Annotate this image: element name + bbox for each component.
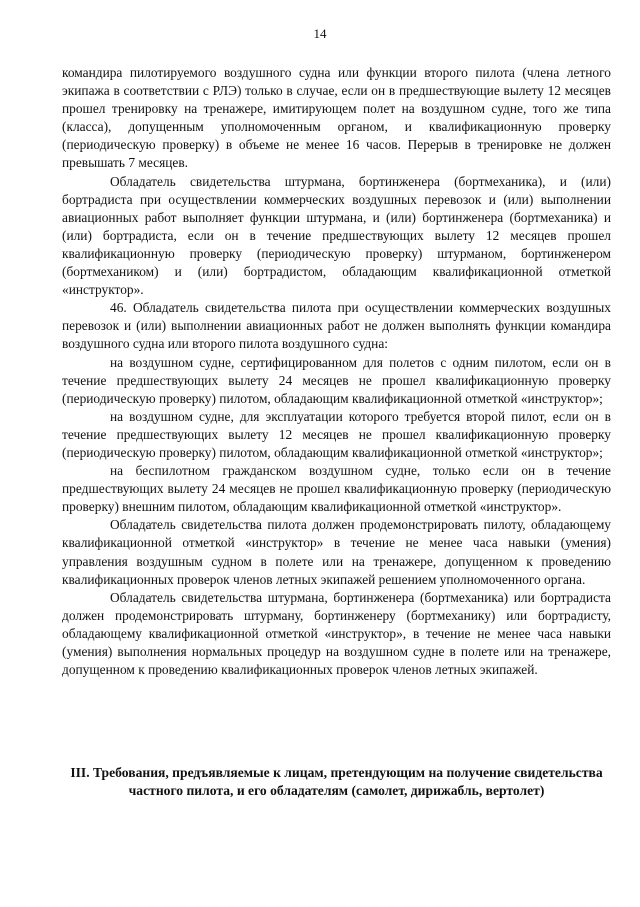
paragraph-continuation: командира пилотируемого воздушного судна или функции второго пилота (члена летного экипажа в соответствии с РЛЭ) только в случае, если он в предшествующие вылету 12 месяцев прошел тренировку на тренажере, имитирующем полет на воздушном судне, того же типа (класса), допущенным уполномоченным органом, и квалификационную проверку (периодическую проверку) в объеме не менее 16 часов. Перерыв в тренировке не должен превышать 7 месяцев. bbox=[62, 65, 611, 171]
document-body bbox=[62, 64, 611, 679]
paragraph-second-pilot: на воздушном судне, для эксплуатации которого требуется второй пилот, если он в течение предшествующих вылету 12 месяцев не прошел квалификационную проверку (периодическую проверку) пилотом, обладающим квалификационной отметкой «инструктор»; bbox=[62, 408, 611, 460]
paragraph-single-pilot: на воздушном судне, сертифицированном для полетов с одним пилотом, если он в течение предшествующих вылету 24 месяцев не прошел квалификационную проверку (периодическую проверку) пилотом, обладающим квалификационной отметкой «инструктор»; bbox=[62, 354, 611, 406]
paragraph-unmanned: на беспилотном гражданском воздушном судне, только если он в течение предшествующих вылету 24 месяцев не прошел квалификационную проверку (периодическую проверку) внешним пилотом, обладающим квалификационной отметкой «инструктор». bbox=[62, 463, 611, 515]
paragraph-crew-demonstration: Обладатель свидетельства штурмана, бортинженера (бортмеханика) или бортрадиста должен продемонстрировать штурману, бортинженеру (бортмеханику) или бортрадисту, обладающему квалификационной отметкой «инструктор», в течение не менее часа навыки (умения) выполнения нормальных процедур на воздушном судне в полете или на тренажере, допущенном к проведению квалификационных проверок членов летных экипажей. bbox=[62, 589, 611, 678]
page-number: 14 bbox=[313, 26, 327, 41]
section-heading: III. Требования, предъявляемые к лицам, претендующим на получение свидетельства частного пилота, и его обладателям (самолет, дирижабль, вертолет) bbox=[70, 765, 603, 799]
paragraph-navigator-engineer: Обладатель свидетельства штурмана, бортинженера (бортмеханика), и (или) бортрадиста при осуществлении коммерческих воздушных перевозок и (или) выполнении авиационных работ выполняет функции штурмана, и (или) бортинженера (бортмеханика) и (или) бортрадиста, если он в течение предшествующих вылету 12 месяцев прошел квалификационную проверку (периодическую проверку) штурманом, бортинженером (бортмехаником) и (или) бортрадистом, обладающим квалификационной отметкой «инструктор». bbox=[62, 173, 611, 298]
paragraph-46: 46. Обладатель свидетельства пилота при осуществлении коммерческих воздушных перевозок и (или) выполнении авиационных работ не должен выполнять функции командира воздушного судна или второго пилота воздушного судна: bbox=[62, 300, 611, 352]
paragraph-pilot-demonstration: Обладатель свидетельства пилота должен продемонстрировать пилоту, обладающему квалификационной отметкой «инструктор» в течение не менее часа навыки (умения) управления воздушным судном в полете или на тренажере, допущенном к проведению квалификационных проверок членов летных экипажей решением уполномоченного органа. bbox=[62, 517, 611, 587]
